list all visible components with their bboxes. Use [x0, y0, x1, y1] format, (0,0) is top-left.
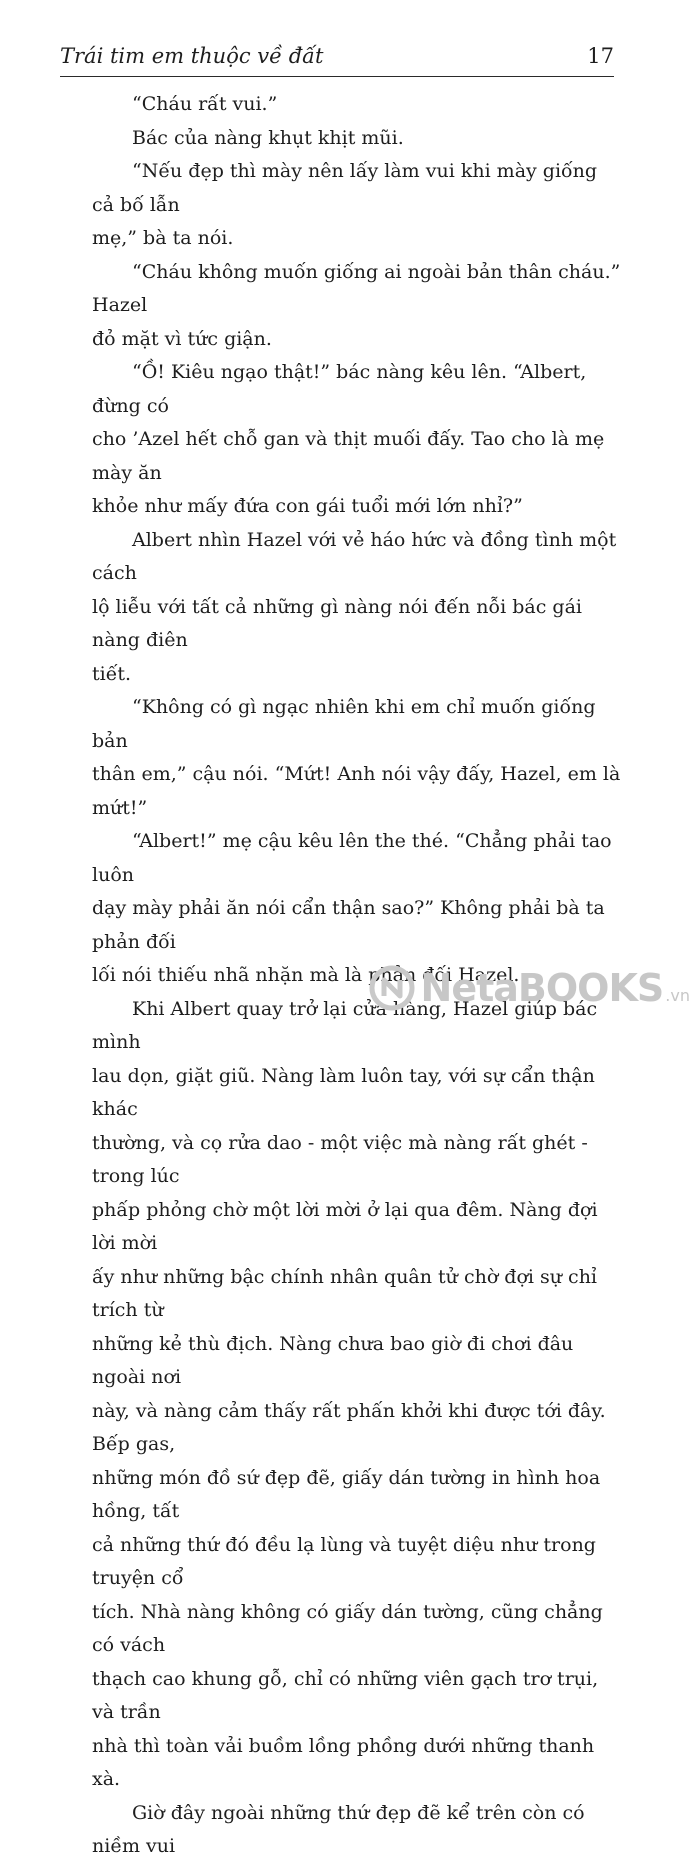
text-line: Khi Albert quay trở lại cửa hàng, Hazel giúp bác mình [92, 997, 598, 1053]
text-line: những món đồ sứ đẹp đẽ, giấy dán tường in hình hoa hồng, tất [92, 1466, 601, 1522]
text-line: mẹ,” bà ta nói. [92, 227, 234, 249]
text-line: ấy như những bậc chính nhân quân tử chờ đợi sự chỉ trích từ [92, 1265, 598, 1321]
page-number: 17 [587, 44, 614, 68]
running-header [60, 44, 614, 68]
text-line: thạch cao khung gỗ, chỉ có những viên gạch trơ trụi, và trần [92, 1667, 599, 1723]
text-line: Giờ đây ngoài những thứ đẹp đẽ kể trên còn có niềm vui [92, 1801, 585, 1857]
text-line: dạy mày phải ăn nói cẩn thận sao?” Không phải bà ta phản đối [92, 897, 605, 953]
text-line: “Không có gì ngạc nhiên khi em chỉ muốn giống bản [92, 696, 596, 752]
text-line: lộ liễu với tất cả những gì nàng nói đến nỗi bác gái nàng điên [92, 595, 582, 651]
text-line: “Cháu không muốn giống ai ngoài bản thân cháu.” Hazel [92, 260, 621, 316]
text-line: Bác của nàng khụt khịt mũi. [132, 126, 404, 149]
netabooks-watermark [369, 965, 690, 1011]
text-line: “Cháu rất vui.” [132, 93, 278, 115]
text-line: cả những thứ đó đều lạ lùng và tuyệt diệu như trong truyện cổ [92, 1533, 596, 1589]
text-line: tích. Nhà nàng không có giấy dán tường, cũng chẳng có vách [92, 1600, 603, 1656]
text-line: khỏe như mấy đứa con gái tuổi mới lớn nhỉ?” [92, 495, 523, 517]
running-title: Trái tim em thuộc về đất [60, 44, 324, 68]
text-line: tiết. [92, 662, 132, 685]
text-line: “Albert!” mẹ cậu kêu lên the thé. “Chẳng phải tao luôn [92, 830, 612, 886]
text-line: “Nếu đẹp thì mày nên lấy làm vui khi mày giống cả bố lẫn [92, 160, 598, 216]
text-line: thường, và cọ rửa dao - một việc mà nàng rất ghét - trong lúc [92, 1131, 588, 1187]
watermark-suffix: .vn [665, 986, 690, 1005]
text-line: cho ’Azel hết chỗ gan và thịt muối đấy. Tao cho là mẹ mày ăn [92, 428, 605, 484]
text-line: những kẻ thù địch. Nàng chưa bao giờ đi chơi đâu ngoài nơi [92, 1332, 574, 1388]
text-line: “Ồ! Kiêu ngạo thật!” bác nàng kêu lên. “Albert, đừng có [92, 361, 587, 417]
header-rule [60, 76, 614, 77]
text-line: này, và nàng cảm thấy rất phấn khởi khi được tới đây. Bếp gas, [92, 1399, 606, 1455]
text-line: thân em,” cậu nói. “Mứt! Anh nói vậy đấy, Hazel, em là mứt!” [92, 763, 621, 819]
watermark-text: NetaBOOKS [420, 966, 664, 1010]
text-line: phấp phỏng chờ một lời mời ở lại qua đêm. Nàng đợi lời mời [92, 1198, 598, 1254]
text-line: nhà thì toàn vải buồm lồng phồng dưới những thanh xà. [92, 1734, 595, 1790]
text-line: lối nói thiếu nhã nhặn mà là phản đối Hazel. [92, 964, 520, 986]
text-line: đỏ mặt vì tức giận. [92, 327, 272, 350]
text-line: lau dọn, giặt giũ. Nàng làm luôn tay, với sự cẩn thận khác [92, 1064, 595, 1120]
netabooks-logo-icon [369, 965, 415, 1011]
text-line: Albert nhìn Hazel với vẻ háo hức và đồng tình một cách [92, 528, 617, 584]
